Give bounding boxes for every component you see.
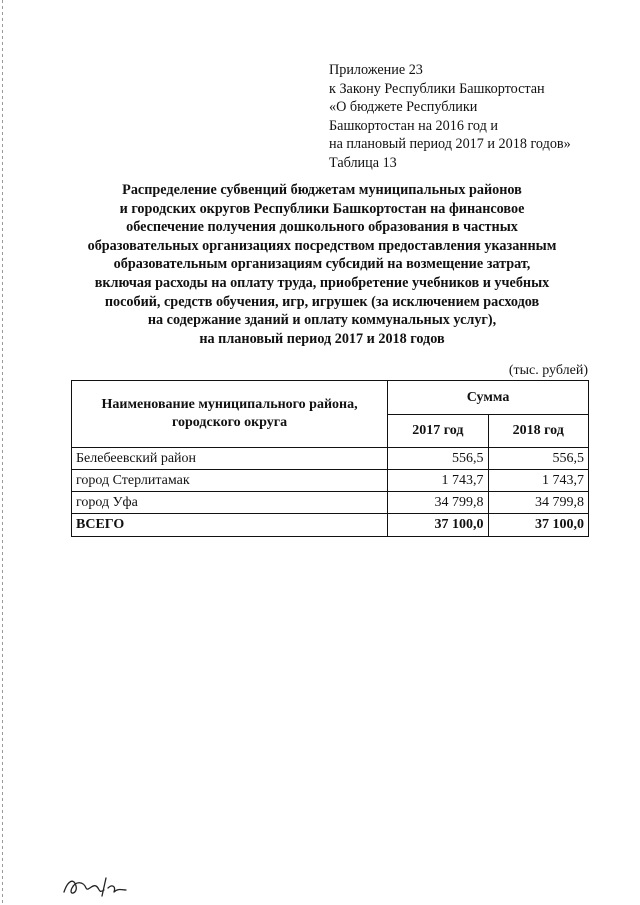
total-2018: 37 100,0 [488,514,588,537]
amount-2017: 556,5 [388,448,488,470]
signature-mark [60,872,140,900]
total-2017: 37 100,0 [388,514,488,537]
title-line: на плановый период 2017 и 2018 годов [199,330,445,347]
title-line: обеспечение получения дошкольного образования в частных [126,219,518,236]
amount-2018: 556,5 [488,448,588,470]
title-line: на содержание зданий и оплату коммунальных услуг), [147,312,497,329]
title-line: Распределение субвенций бюджетам муниципальных районов [122,182,522,198]
table-number: Таблица 13 [329,154,397,171]
year-2018-header: 2018 год [488,415,588,448]
title-line: включая расходы на оплату труда, приобретение учебников и учебных [94,274,550,291]
table-header-row [72,381,589,415]
amount-2018: 1 743,7 [488,470,588,492]
amount-2017: 34 799,8 [388,492,488,514]
appendix-line: «О бюджете Республики [329,99,478,115]
appendix-line: Приложение 23 [329,62,423,78]
appendix-line: Башкортостан на 2016 год и [329,117,498,134]
title-line: и городских округов Республики Башкортостан на финансовое [119,200,525,217]
municipality-name: Белебеевский район [72,448,388,470]
units-label: (тыс. рублей) [508,363,588,378]
title-line: пособий, средств обучения, игр, игрушек (за исключением расходов [104,293,540,310]
table-row [72,470,589,492]
title-line: образовательным организациям субсидий на возмещение затрат, [113,256,531,273]
amount-2018: 34 799,8 [488,492,588,514]
title-line: образовательных организациях посредством предоставления указанным [87,237,557,254]
municipality-name: город Уфа [72,492,388,514]
municipality-name: город Стерлитамак [72,470,388,492]
total-row [72,514,589,537]
year-2017-header: 2017 год [388,415,488,448]
scan-left-edge [2,0,3,905]
appendix-line: к Закону Республики Башкортостан [329,80,545,97]
total-label: ВСЕГО [72,514,388,537]
table-row [72,448,589,470]
table-row [72,492,589,514]
appendix-line: на плановый период 2017 и 2018 годов» [329,136,571,152]
appendix-block [329,61,571,172]
amount-2017: 1 743,7 [388,470,488,492]
name-column-header: Наименование муниципального района, городского округа [72,381,388,448]
sum-column-header: Сумма [388,381,589,415]
subvention-table [71,380,589,537]
document-title [62,181,582,348]
